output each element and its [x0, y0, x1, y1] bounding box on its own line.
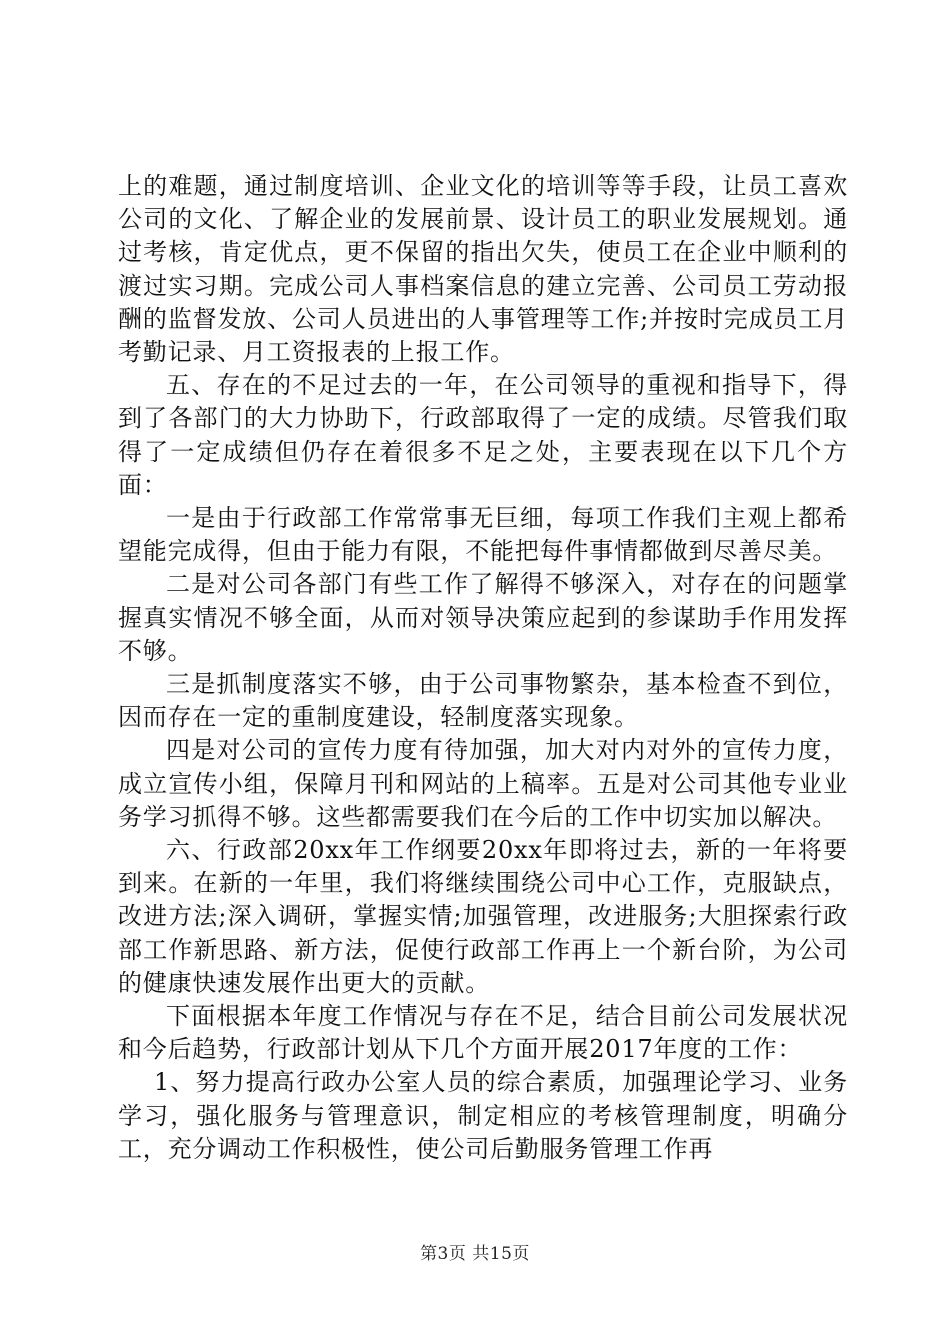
- paragraph-point-3: 三是抓制度落实不够，由于公司事物繁杂，基本检查不到位，因而存在一定的重制度建设，轻制度落实现象。: [118, 670, 848, 732]
- document-body: [118, 170, 848, 1166]
- paragraph-continuation: 上的难题，通过制度培训、企业文化的培训等等手段，让员工喜欢公司的文化、了解企业的发展前景、设计员工的职业发展规划。通过考核，肯定优点，更不保留的指出欠失，使员工在企业中顺利的渡过实习期。完成公司人事档案信息的建立完善、公司员工劳动报酬的监督发放、公司人员进出的人事管理等工作;并按时完成员工月考勤记录、月工资报表的上报工作。: [118, 172, 848, 367]
- paragraph-point-2: 二是对公司各部门有些工作了解得不够深入，对存在的问题掌握真实情况不够全面，从而对领导决策应起到的参谋助手作用发挥不够。: [118, 570, 848, 665]
- paragraph-plan-intro: 下面根据本年度工作情况与存在不足，结合目前公司发展状况和今后趋势，行政部计划从下几个方面开展2017年度的工作：: [118, 1002, 848, 1064]
- paragraph-point-4-5: 四是对公司的宣传力度有待加强，加大对内对外的宣传力度，成立宣传小组，保障月刊和网站的上稿率。五是对公司其他专业业务学习抓得不够。这些都需要我们在今后的工作中切实加以解决。: [118, 736, 848, 831]
- paragraph-section-6-outline: 六、行政部20xx年工作纲要20xx年即将过去，新的一年将要到来。在新的一年里，我们将继续围绕公司中心工作，克服缺点，改进方法;深入调研，掌握实情;加强管理，改进服务;大胆探索行政部工作新思路、新方法，促使行政部工作再上一个新台阶，为公司的健康快速发展作出更大的贡献。: [118, 836, 848, 997]
- page-number-footer: 第3页 共15页: [420, 1244, 530, 1264]
- paragraph-point-1: 一是由于行政部工作常常事无巨细，每项工作我们主观上都希望能完成得，但由于能力有限，不能把每件事情都做到尽善尽美。: [118, 504, 848, 566]
- paragraph-plan-item-1: 1、努力提高行政办公室人员的综合素质，加强理论学习、业务学习，强化服务与管理意识，制定相应的考核管理制度，明确分工，充分调动工作积极性，使公司后勤服务管理工作再: [118, 1068, 848, 1163]
- paragraph-section-5-shortcomings: 五、存在的不足过去的一年，在公司领导的重视和指导下，得到了各部门的大力协助下，行政部取得了一定的成绩。尽管我们取得了一定成绩但仍存在着很多不足之处，主要表现在以下几个方面：: [118, 371, 848, 499]
